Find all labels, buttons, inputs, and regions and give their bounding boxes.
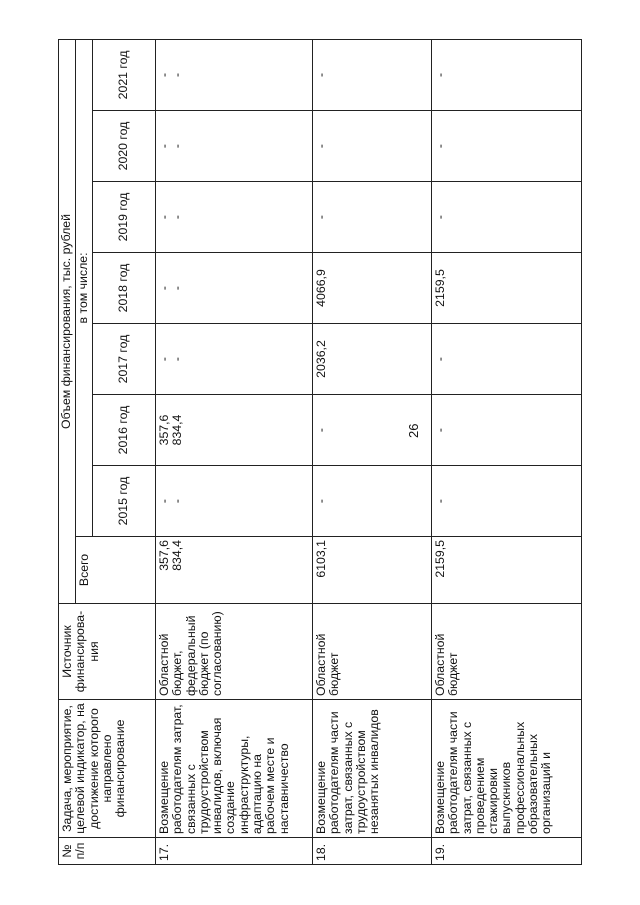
header-year: 2018 год — [93, 253, 156, 324]
value: - — [170, 214, 185, 220]
financing-table — [58, 39, 582, 865]
row-task: Возмещение работодателям затрат, связанных с трудоустройством инвалидов, включая создание инфраструктуры, адаптацию на рабочем месте и наставничество — [156, 700, 313, 838]
year-cell — [156, 111, 313, 182]
value: 357,6 — [157, 414, 171, 446]
value: - — [157, 72, 171, 78]
rotated-page — [58, 40, 638, 865]
header-year: 2015 год — [93, 466, 156, 537]
year-cell: 2036,2 — [313, 324, 432, 395]
row-task: Возмещение работодателям части затрат, связанных с проведением стажировки выпускников профессиональных образовательных организаций и — [432, 700, 582, 838]
year-cell: - — [313, 182, 432, 253]
value: - — [170, 285, 185, 291]
year-cell: - — [432, 39, 582, 110]
value: - — [157, 356, 171, 362]
value: - — [170, 143, 185, 149]
year-cell: - — [432, 324, 582, 395]
year-cell: - — [313, 466, 432, 537]
year-cell: - — [313, 111, 432, 182]
header-source: Источник финансирова-ния — [59, 604, 156, 700]
source-line: Областной бюджет — [433, 633, 461, 696]
row-source — [432, 604, 582, 700]
row-number: 17. — [156, 838, 313, 865]
year-cell — [156, 466, 313, 537]
value: 834,4 — [170, 540, 185, 571]
value: 6103,1 — [314, 540, 328, 578]
value: - — [157, 498, 171, 504]
year-cell: - — [432, 395, 582, 466]
year-cell — [156, 39, 313, 110]
header-task: Задача, мероприятие, целевой индикатор, на достижение которого направлено финансирование — [59, 700, 156, 838]
value: - — [157, 214, 171, 220]
row-total — [432, 537, 582, 604]
value: 2159,5 — [433, 540, 447, 578]
year-cell: - — [313, 395, 432, 466]
row-number: 18. — [313, 838, 432, 865]
value: 357,6 — [157, 540, 171, 571]
table-row — [313, 39, 432, 864]
year-cell: - — [432, 182, 582, 253]
source-line: федеральный бюджет (по согласованию) — [183, 611, 225, 696]
year-cell: - — [432, 111, 582, 182]
table-row — [156, 39, 313, 864]
row-total — [156, 537, 313, 604]
value: - — [170, 356, 185, 362]
year-cell — [156, 253, 313, 324]
year-cell: - — [313, 39, 432, 110]
row-source — [156, 604, 313, 700]
header-year: 2020 год — [93, 111, 156, 182]
header-year: 2016 год — [93, 395, 156, 466]
year-cell: 4066,9 — [313, 253, 432, 324]
row-task: Возмещение работодателям части затрат, связанных с трудоустройством незанятых инвалидов — [313, 700, 432, 838]
value: - — [170, 498, 185, 504]
header-year: 2021 год — [93, 39, 156, 110]
header-year: 2019 год — [93, 182, 156, 253]
value: - — [157, 285, 171, 291]
value: - — [170, 72, 185, 78]
year-cell — [156, 324, 313, 395]
header-funding: Объем финансирования, тыс. рублей — [59, 39, 76, 603]
header-including: в том числе: — [76, 39, 93, 536]
year-cell: 2159,5 — [432, 253, 582, 324]
year-cell: - — [432, 466, 582, 537]
source-line: Областной бюджет — [314, 633, 342, 696]
row-source — [313, 604, 432, 700]
value: 834,4 — [170, 414, 185, 446]
year-cell — [156, 395, 313, 466]
year-cell — [156, 182, 313, 253]
row-total — [313, 537, 432, 604]
row-number: 19. — [432, 838, 582, 865]
header-year: 2017 год — [93, 324, 156, 395]
page-number: 26 — [406, 423, 421, 438]
source-line: Областной бюджет, — [157, 633, 185, 696]
header-total: Всего — [76, 537, 156, 604]
table-row — [432, 39, 582, 864]
header-num: № п/п — [59, 838, 156, 865]
value: - — [157, 143, 171, 149]
